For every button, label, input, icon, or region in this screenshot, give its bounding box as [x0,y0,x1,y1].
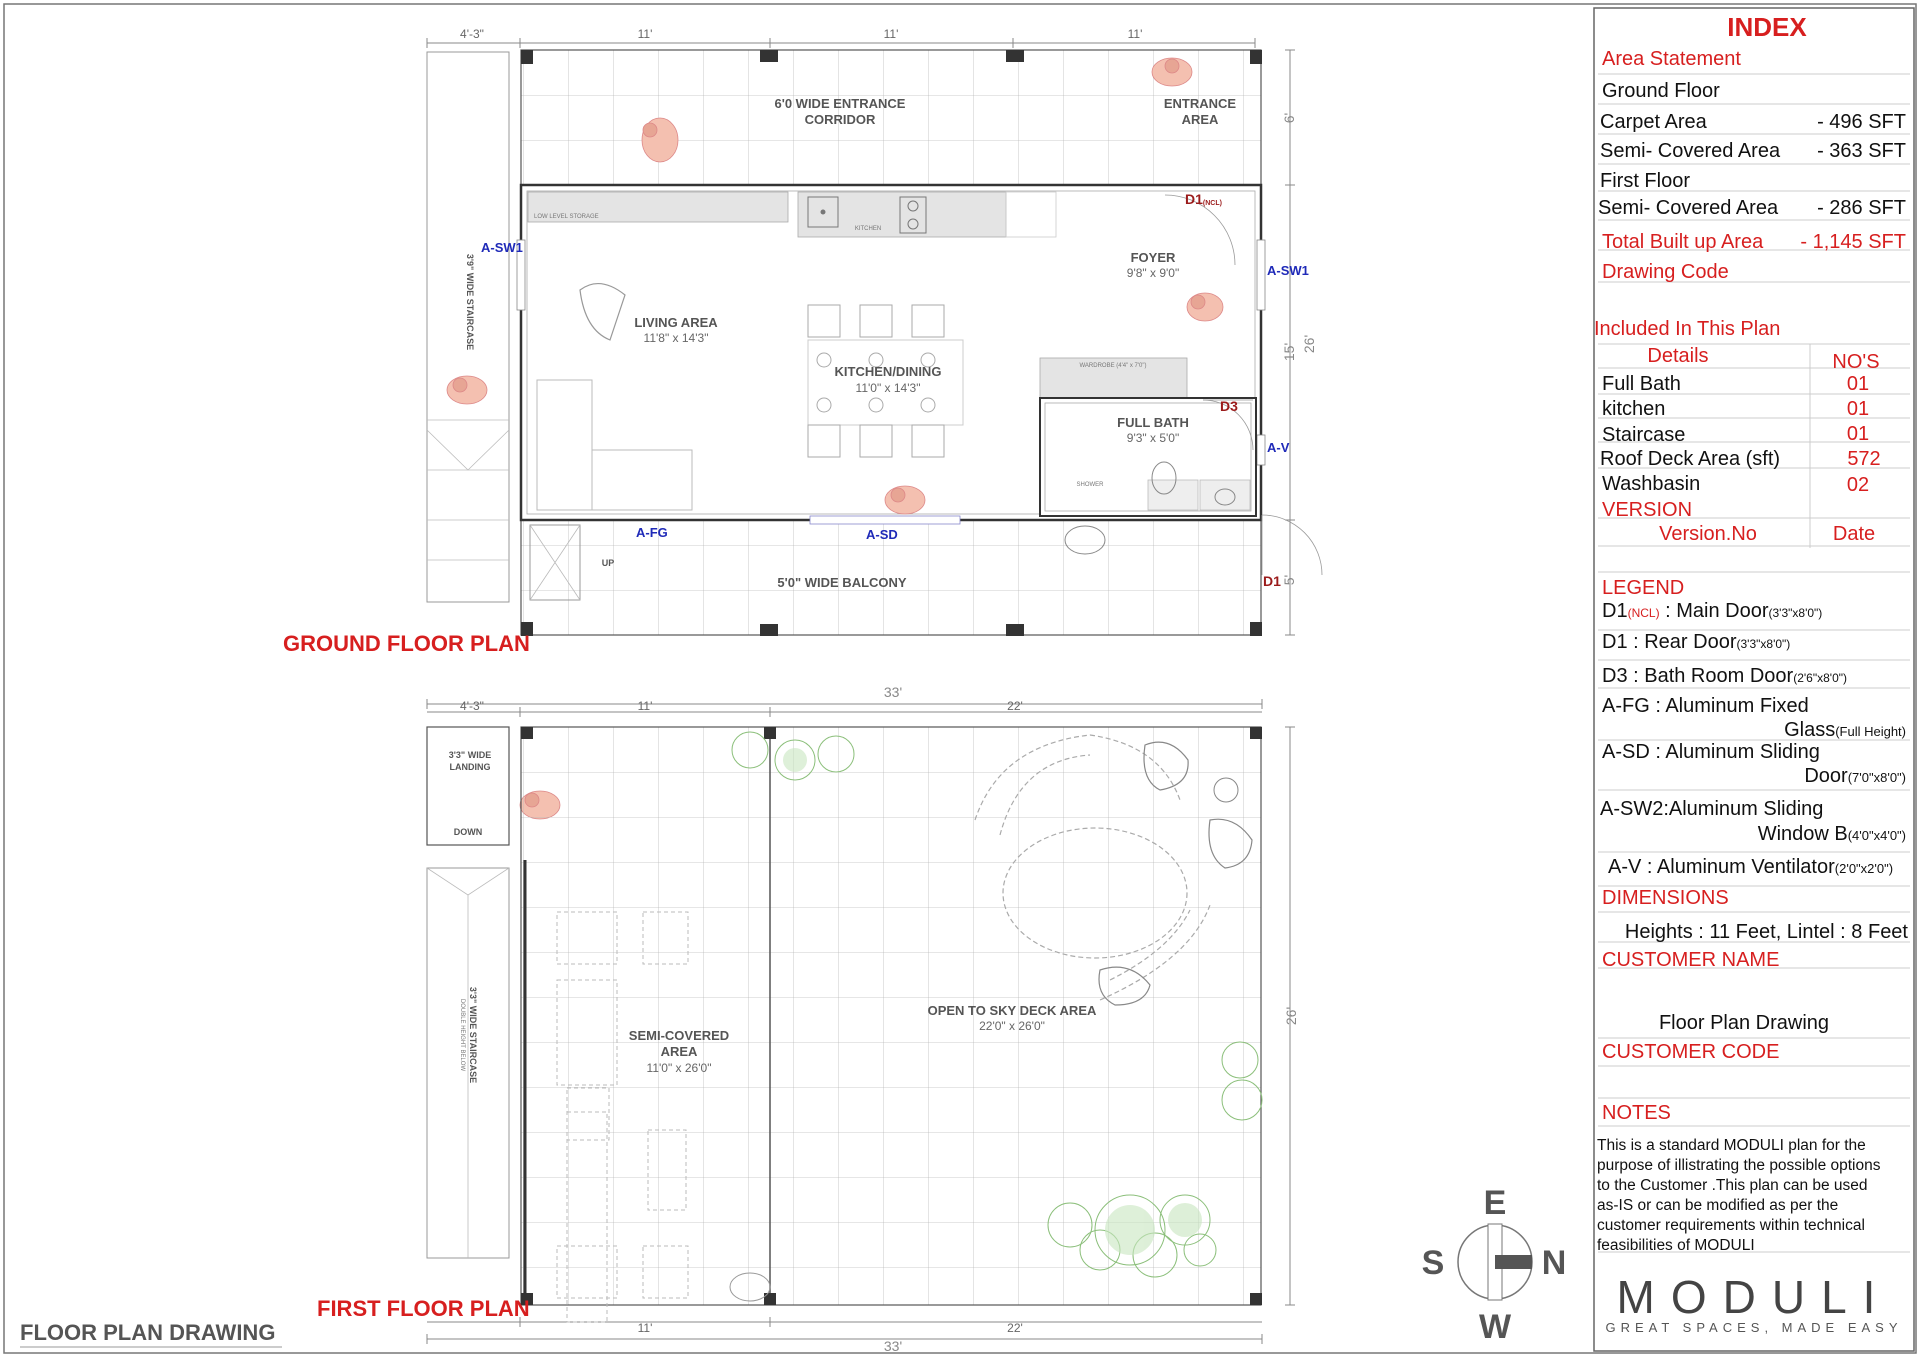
note-line-6: feasibilities of MODULI [1597,1237,1755,1254]
legend-asd-line1: A-SD : Aluminum Sliding [1602,741,1820,763]
semi-covered-gf-value: - 363 SFT [1817,140,1906,162]
compass-east: E [1483,1184,1507,1222]
legend-d3: D3 : Bath Room Door(2'6"x8'0") [1602,665,1847,687]
nos-column-heading: NO'S [1832,351,1880,373]
ff-top-dim-1: 4'-3" [460,699,484,713]
compass-west: W [1478,1308,1512,1346]
landing-label-2: LANDING [449,762,491,772]
note-line-5: customer requirements within technical [1597,1217,1865,1234]
item-kitchen-qty: 01 [1846,398,1870,420]
note-line-4: as-IS or can be modified as per the [1597,1197,1839,1214]
item-roof-deck-qty: 572 [1847,448,1881,470]
foyer-label: FOYER [1130,250,1176,265]
semi-covered-label-2: AREA [660,1044,698,1059]
carpet-area-value: - 496 SFT [1817,111,1906,133]
item-washbasin-qty: 02 [1846,474,1870,496]
ff-staircase-sub: DOUBLE HEIGHT BELOW [459,998,465,1072]
semi-covered-ff-label: Semi- Covered Area [1598,197,1779,219]
entrance-label-1: ENTRANCE [1163,96,1237,111]
dimensions-heading: DIMENSIONS [1602,887,1729,909]
semi-covered-gf-label: Semi- Covered Area [1600,140,1781,162]
legend-heading: LEGEND [1602,577,1685,599]
kitchen-label: KITCHEN [854,226,882,232]
compass-north: N [1541,1244,1567,1282]
compass [1422,1184,1567,1346]
code-asw1-right: A-SW1 [1267,263,1309,278]
ff-top-overall-dim: 33' [883,684,903,700]
landing-label-1: 3'3" WIDE [448,750,492,760]
version-heading: VERSION [1602,499,1693,521]
customer-name-heading: CUSTOMER NAME [1602,949,1780,971]
deck-label: OPEN TO SKY DECK AREA [927,1003,1097,1018]
full-bath-size: 9'3" x 5'0" [1126,431,1180,445]
note-line-1: This is a standard MODULI plan for the [1597,1137,1866,1154]
compass-south: S [1421,1244,1445,1282]
legend-d1: D1 : Rear Door(3'3"x8'0") [1602,631,1791,653]
living-label: LIVING AREA [634,315,718,330]
code-asw1-left: A-SW1 [481,240,523,255]
storage-label: LOW LEVEL STORAGE [534,214,599,220]
total-built-up-label: Total Built up Area [1602,231,1764,253]
door-d3: D3 [1220,398,1238,414]
ff-bottom-dim-1: 11' [637,1321,653,1335]
gf-entrance-corridor [521,50,1261,185]
legend-asw-line1: A-SW2:Aluminum Sliding [1600,798,1824,820]
semi-covered-size: 11'0" x 26'0" [646,1061,712,1075]
item-washbasin: Washbasin [1602,473,1701,495]
deck-size: 22'0" x 26'0" [979,1019,1045,1033]
legend-d1ncl: D1(NCL) : Main Door(3'3"x8'0") [1602,600,1823,622]
carpet-area-label: Carpet Area [1600,111,1707,133]
item-roof-deck: Roof Deck Area (sft) [1600,448,1781,470]
gf-top-dim-2: 11' [637,27,653,41]
item-staircase: Staircase [1602,424,1686,446]
gf-top-dim-1: 4'-3" [460,27,484,41]
kitchen-dining-label: KITCHEN/DINING [834,364,942,379]
full-bath-label: FULL BATH [1117,415,1189,430]
stair-down-label: DOWN [453,827,483,837]
gf-top-dim-4: 11' [1127,27,1143,41]
item-staircase-qty: 01 [1846,423,1870,445]
ff-bottom-overall-dim: 33' [883,1338,903,1354]
drawing-code-heading: Drawing Code [1602,261,1729,283]
legend-afg-line2: Glass(Full Height) [1784,719,1906,741]
notes-heading: NOTES [1602,1102,1671,1124]
semi-covered-ff-value: - 286 SFT [1817,197,1906,219]
brand-logo: MODULI [1616,1271,1892,1323]
semi-covered-label-1: SEMI-COVERED [628,1028,730,1043]
kitchen-counter [798,192,1006,237]
version-no-column: Version.No [1659,523,1757,545]
code-av: A-V [1267,440,1290,455]
details-column-heading: Details [1647,345,1709,367]
code-asd: A-SD [866,527,898,542]
item-kitchen: kitchen [1602,398,1666,420]
first-floor-plan [317,684,1299,1354]
gf-right-dim-3: 26' [1301,334,1317,354]
ff-top-dim-2: 11' [637,699,653,713]
gf-right-dim-1: 6' [1281,112,1297,124]
date-column: Date [1832,523,1876,545]
living-size: 11'8" x 14'3" [643,331,709,345]
door-d1ncl: D1(NCL) [1185,191,1222,207]
item-full-bath-qty: 01 [1846,373,1870,395]
index-title: INDEX [1727,12,1807,42]
ground-floor-title: GROUND FLOOR PLAN [283,631,530,656]
total-built-up-value: - 1,145 SFT [1800,231,1906,253]
customer-name-value: Floor Plan Drawing [1658,1012,1830,1034]
foyer-size: 9'8" x 9'0" [1126,266,1180,280]
ff-staircase-label: 3'3" WIDE STAIRCASE [468,986,478,1084]
first-floor-heading: First Floor [1600,170,1690,192]
code-afg: A-FG [636,525,668,540]
ground-floor-plan [283,27,1322,819]
index-panel [1594,12,1910,1335]
gf-staircase-label: 3'9" WIDE STAIRCASE [465,253,475,351]
wardrobe-label: WARDROBE (4'4" x 7'0") [1079,363,1147,369]
kitchen-dining-size: 11'0" x 14'3" [855,381,921,395]
legend-asw-line2: Window B(4'0"x4'0") [1757,823,1906,845]
note-line-3: to the Customer .This plan can be used [1597,1177,1868,1194]
gf-top-dim-3: 11' [883,27,899,41]
brand-tagline: GREAT SPACES, MADE EASY [1605,1320,1903,1335]
included-heading: Included In This Plan [1594,318,1781,340]
shower-label: SHOWER [1076,482,1104,488]
customer-code-heading: CUSTOMER CODE [1602,1041,1780,1063]
stair-up-label: UP [601,558,615,568]
ff-right-dim: 26' [1283,1006,1299,1026]
corridor-label-2: CORRIDOR [804,112,876,127]
item-full-bath: Full Bath [1602,373,1681,395]
legend-av: A-V : Aluminum Ventilator(2'0"x2'0") [1608,856,1894,878]
sheet-title: FLOOR PLAN DRAWING [20,1320,276,1345]
gf-right-dim-4: 5' [1281,574,1297,586]
ground-floor-heading: Ground Floor [1602,80,1720,102]
ff-bottom-dim-2: 22' [1007,1321,1023,1335]
door-d1: D1 [1263,573,1281,589]
corridor-label-1: 6'0 WIDE ENTRANCE [774,96,906,111]
gf-right-dim-2: 15' [1281,342,1297,362]
entrance-label-2: AREA [1181,112,1219,127]
legend-afg-line1: A-FG : Aluminum Fixed [1602,695,1809,717]
note-line-2: purpose of illistrating the possible options [1597,1157,1881,1174]
dimensions-value: Heights : 11 Feet, Lintel : 8 Feet [1624,921,1908,943]
first-floor-title: FIRST FLOOR PLAN [317,1296,530,1321]
legend-asd-line2: Door(7'0"x8'0") [1804,765,1906,787]
area-statement-heading: Area Statement [1602,48,1741,70]
ff-top-dim-3: 22' [1007,699,1023,713]
balcony-label: 5'0" WIDE BALCONY [777,575,907,590]
